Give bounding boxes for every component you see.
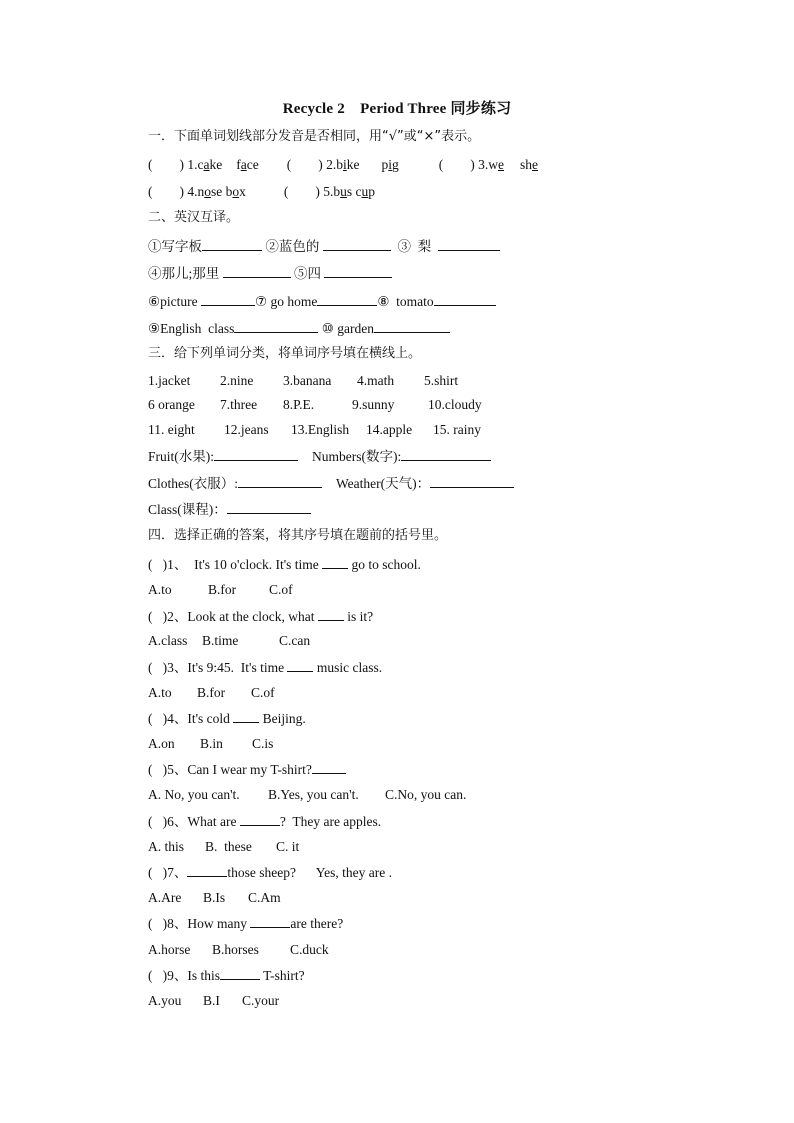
mc-question-5 xyxy=(148,760,346,779)
class-blank[interactable] xyxy=(227,500,311,514)
q1-word2-rest: ce xyxy=(246,157,259,172)
question-text-end: is it? xyxy=(343,609,374,624)
option-a[interactable]: A. this xyxy=(148,839,185,854)
answer-blank[interactable] xyxy=(324,264,392,278)
s2-row-1 xyxy=(148,237,500,256)
s2-row-3 xyxy=(148,292,496,311)
category-row-1 xyxy=(148,447,491,466)
fruit-label: Fruit(水果): xyxy=(148,449,214,464)
q3-underlined-2: e xyxy=(532,157,539,172)
q1-underlined-1: a xyxy=(203,157,210,172)
question-text-end: ? They are apples. xyxy=(279,814,382,829)
option-a[interactable]: A.to xyxy=(148,582,172,597)
q2-word2: p xyxy=(381,157,389,172)
fruit-blank[interactable] xyxy=(214,447,298,461)
mc-options-3 xyxy=(148,684,275,702)
q5-words-mid: s c xyxy=(346,184,362,199)
q2-underlined-1: i xyxy=(342,157,347,172)
answer-blank[interactable] xyxy=(201,292,255,306)
word-row-3 xyxy=(148,421,481,439)
answer-blank[interactable] xyxy=(240,812,280,826)
q2-word2-rest: g xyxy=(392,157,399,172)
section-2-heading: 二、英汉互译。 xyxy=(148,210,240,225)
option-b[interactable]: B.in xyxy=(200,736,223,751)
item-9: ⑨English class xyxy=(148,321,235,336)
word-item: 15. rainy xyxy=(433,422,481,437)
question-text-end: music class. xyxy=(313,660,383,675)
word-item: 13.English xyxy=(291,422,350,437)
question-text: ( )3、It's 9:45. It's time xyxy=(148,660,288,675)
mc-options-7 xyxy=(148,889,281,907)
mc-question-6 xyxy=(148,812,381,831)
q4-words-mid: se b xyxy=(211,184,233,199)
word-item: 14.apple xyxy=(366,422,413,437)
q1-word1-rest: ke xyxy=(209,157,223,172)
item-1: ①写字板 xyxy=(148,239,202,254)
option-c[interactable]: C.of xyxy=(269,582,293,597)
clothes-label: Clothes(衣服）: xyxy=(148,476,238,491)
question-text-end: are there? xyxy=(290,916,344,931)
option-b[interactable]: B. these xyxy=(205,839,252,854)
q5-underlined-2: u xyxy=(361,184,369,199)
answer-paren[interactable]: ( ) xyxy=(283,184,320,199)
class-label: Class(课程)： xyxy=(148,502,227,517)
category-row-3 xyxy=(148,500,311,519)
section-3-heading: 三．给下列单词分类，将单词序号填在横线上。 xyxy=(148,346,422,361)
q2-underlined-2: i xyxy=(388,157,393,172)
weather-label: Weather(天气)： xyxy=(336,476,431,491)
q4-underlined-1: o xyxy=(204,184,211,199)
option-c[interactable]: C.is xyxy=(252,736,274,751)
question-text: ( )7、 xyxy=(148,865,188,880)
question-text-end: Beijing. xyxy=(259,711,306,726)
item-3: ③ 梨 xyxy=(397,239,432,254)
word-item: 3.banana xyxy=(283,373,332,388)
answer-paren[interactable]: ( ) xyxy=(148,184,184,199)
answer-blank[interactable] xyxy=(312,760,346,774)
s2-row-2 xyxy=(148,264,392,283)
q1-word1: 1.c xyxy=(187,157,204,172)
option-a[interactable]: A.Are xyxy=(148,890,182,905)
option-a[interactable]: A. No, you can't. xyxy=(148,787,240,802)
option-c[interactable]: C.Am xyxy=(248,890,281,905)
word-item: 7.three xyxy=(220,397,258,412)
numbers-blank[interactable] xyxy=(401,447,491,461)
answer-blank[interactable] xyxy=(233,709,259,723)
mc-options-1 xyxy=(148,581,293,599)
mc-options-8 xyxy=(148,941,329,959)
answer-blank[interactable] xyxy=(317,292,377,306)
option-c[interactable]: C.your xyxy=(242,993,280,1008)
option-c[interactable]: C. it xyxy=(276,839,300,854)
option-a[interactable]: A.on xyxy=(148,736,175,751)
q2-word1: 2.b xyxy=(326,157,343,172)
weather-blank[interactable] xyxy=(430,474,514,488)
answer-blank[interactable] xyxy=(322,555,348,569)
mc-options-2 xyxy=(148,632,310,650)
s1-row-1 xyxy=(148,156,538,174)
option-c[interactable]: C.can xyxy=(279,633,311,648)
question-text: ( )6、What are xyxy=(148,814,240,829)
answer-blank[interactable] xyxy=(234,319,318,333)
q4-underlined-2: o xyxy=(232,184,240,199)
word-row-1 xyxy=(148,372,458,390)
question-text: ( )4、It's cold xyxy=(148,711,234,726)
word-item: 11. eight xyxy=(148,422,195,437)
item-2: ②蓝色的 xyxy=(265,239,320,254)
question-text: ( )1、 It's 10 o'clock. It's time xyxy=(148,557,323,572)
mc-question-9 xyxy=(148,966,305,985)
q3-word1: 3.w xyxy=(478,157,499,172)
option-b[interactable]: B.Yes, you can't. xyxy=(268,787,359,802)
page-title: Recycle 2 Period Three 同步练习 xyxy=(282,101,512,117)
word-item: 9.sunny xyxy=(352,397,395,412)
q4-words-rest: x xyxy=(239,184,246,199)
clothes-blank[interactable] xyxy=(238,474,322,488)
word-item: 6 orange xyxy=(148,397,195,412)
option-b[interactable]: B.I xyxy=(203,993,220,1008)
mc-question-1 xyxy=(148,555,421,574)
answer-paren[interactable]: ( ) xyxy=(438,157,475,172)
item-7: ⑦ go home xyxy=(254,294,318,309)
question-text: ( )5、Can I wear my T-shirt? xyxy=(148,762,312,777)
answer-blank[interactable] xyxy=(438,237,500,251)
word-row-2 xyxy=(148,396,482,414)
option-b[interactable]: B.Is xyxy=(203,890,226,905)
answer-blank[interactable] xyxy=(220,966,260,980)
answer-blank[interactable] xyxy=(434,292,496,306)
option-c[interactable]: C.duck xyxy=(290,942,329,957)
question-text: ( )2、Look at the clock, what xyxy=(148,609,318,624)
q3-word2: sh xyxy=(520,157,533,172)
answer-blank[interactable] xyxy=(374,319,450,333)
option-a[interactable]: A.class xyxy=(148,633,188,648)
section-4-heading: 四．选择正确的答案，将其序号填在题前的括号里。 xyxy=(148,528,448,543)
question-text-end: T-shirt? xyxy=(260,968,305,983)
item-4: ④那儿;那里 xyxy=(148,266,220,281)
question-text-end: go to school. xyxy=(348,557,421,572)
option-a[interactable]: A.to xyxy=(148,685,172,700)
item-10: ⑩ garden xyxy=(321,321,374,336)
mc-question-3 xyxy=(148,658,382,677)
numbers-label: Numbers(数字): xyxy=(312,449,402,464)
option-b[interactable]: B.time xyxy=(202,633,239,648)
section-1-heading: 一．下面单词划线部分发音是否相同，用“√”或“×”表示。 xyxy=(148,129,481,144)
s2-row-4 xyxy=(148,319,450,338)
answer-blank[interactable] xyxy=(223,264,291,278)
answer-blank[interactable] xyxy=(202,237,262,251)
question-text-end: those sheep? Yes, they are . xyxy=(227,865,392,880)
mc-options-4 xyxy=(148,735,273,753)
word-item: 4.math xyxy=(357,373,395,388)
q2-word1-rest: ke xyxy=(346,157,360,172)
option-c[interactable]: C.of xyxy=(251,685,275,700)
mc-question-4 xyxy=(148,709,306,728)
word-item: 12.jeans xyxy=(224,422,269,437)
option-b[interactable]: B.horses xyxy=(212,942,259,957)
mc-question-7 xyxy=(148,863,392,882)
answer-paren[interactable]: ( ) xyxy=(148,157,184,172)
item-8: ⑧ tomato xyxy=(377,294,434,309)
q1-word2: f xyxy=(236,157,241,172)
option-c[interactable]: C.No, you can. xyxy=(385,787,467,802)
word-item: 8.P.E. xyxy=(283,397,315,412)
q5-underlined-1: u xyxy=(340,184,347,199)
s1-row-2 xyxy=(148,183,375,201)
answer-blank[interactable] xyxy=(250,914,290,928)
q3-underlined-1: e xyxy=(498,157,505,172)
question-text: ( )9、Is this xyxy=(148,968,220,983)
word-item: 2.nine xyxy=(220,373,254,388)
word-item: 1.jacket xyxy=(148,373,191,388)
mc-options-5 xyxy=(148,786,466,804)
mc-question-2 xyxy=(148,607,373,626)
word-item: 5.shirt xyxy=(424,373,459,388)
answer-paren[interactable]: ( ) xyxy=(286,157,323,172)
word-item: 10.cloudy xyxy=(428,397,482,412)
item-6: ⑥picture xyxy=(148,294,198,309)
q1-underlined-2: a xyxy=(240,157,247,172)
item-5: ⑤四 xyxy=(294,266,322,281)
answer-blank[interactable] xyxy=(323,237,391,251)
q4-words: 4.n xyxy=(187,184,205,199)
category-row-2 xyxy=(148,474,514,493)
answer-blank[interactable] xyxy=(287,658,313,672)
option-a[interactable]: A.horse xyxy=(148,942,191,957)
option-b[interactable]: B.for xyxy=(208,582,237,597)
option-a[interactable]: A.you xyxy=(148,993,182,1008)
option-b[interactable]: B.for xyxy=(197,685,226,700)
question-text: ( )8、How many xyxy=(148,916,251,931)
q5-words-rest: p xyxy=(368,184,375,199)
mc-options-9 xyxy=(148,992,279,1010)
answer-blank[interactable] xyxy=(187,863,227,877)
mc-question-8 xyxy=(148,914,343,933)
mc-options-6 xyxy=(148,838,299,856)
answer-blank[interactable] xyxy=(318,607,344,621)
q5-words: 5.b xyxy=(323,184,341,199)
